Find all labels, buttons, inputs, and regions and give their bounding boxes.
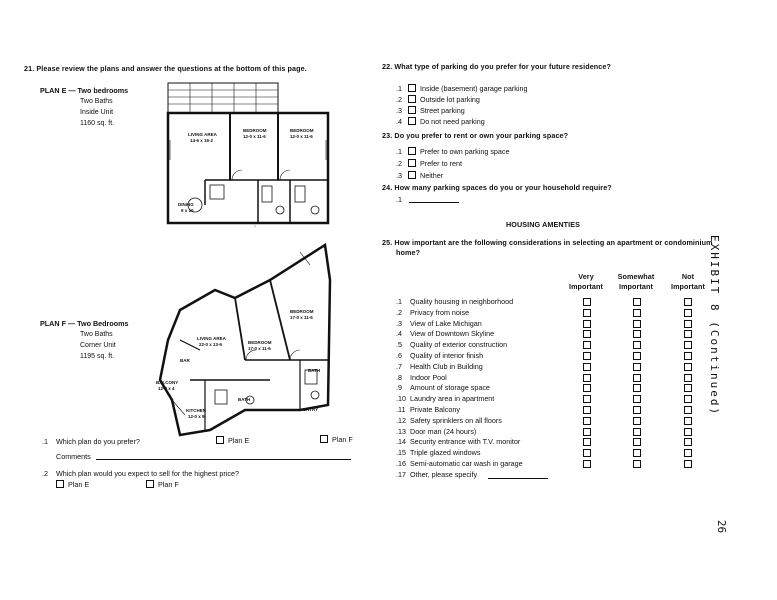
somewhat-important-checkbox[interactable] [633,330,641,338]
somewhat-important-checkbox[interactable] [633,298,641,306]
q25-number: 25. [382,238,393,247]
somewhat-important-checkbox[interactable] [633,309,641,317]
svg-text:↑: ↑ [253,224,257,230]
very-important-checkbox[interactable] [583,406,591,414]
q24-number: 24. [382,183,393,192]
checkbox[interactable] [56,480,64,488]
plan-e-baths: Two Baths [80,98,113,105]
q21-sub1-number: .1 [42,437,48,446]
somewhat-important-checkbox[interactable] [633,384,641,392]
plan-e-bedroom1-dim: 12-0 x 11-6 [243,134,266,139]
checkbox[interactable] [408,95,416,103]
q25-item-number: .13 [396,426,406,436]
plan-e-bedroom2-dim: 12-0 x 11-6 [290,134,313,139]
plan-f-kitchen-dim: 12-0 x 9 [188,414,205,419]
checkbox[interactable] [408,147,416,155]
plan-f-bedroom1-dim: 17-0 x 11-6 [290,315,313,320]
plan-e-living-dim: 14-6 x 16-2 [190,138,214,143]
very-important-checkbox[interactable] [583,320,591,328]
q25-item-label: View of Downtown Skyline [410,329,495,339]
q25-item-number: .16 [396,459,406,468]
q21-number: 21. [24,64,35,73]
q25-item-number: .12 [396,415,406,425]
q25-item-label: Safety sprinklers on all floors [410,415,502,425]
checkbox[interactable] [408,106,416,114]
plan-f-bedroom2-label: BEDROOM [248,340,272,345]
plan-f-title: PLAN F — Two Bedrooms [40,319,129,328]
q25-item-number: .10 [396,394,406,404]
q22-number: 22. [382,62,393,71]
q21-sub2-option-e[interactable]: Plan E [56,480,89,489]
very-important-checkbox[interactable] [583,363,591,371]
q25-item-label: Privacy from noise [410,307,470,317]
q25-item-number: .1 [396,297,402,306]
q23-number: 23. [382,131,393,140]
not-important-checkbox[interactable] [684,449,692,457]
not-important-checkbox[interactable] [684,309,692,317]
somewhat-important-checkbox[interactable] [633,449,641,457]
q25-item-label: Laundry area in apartment [410,394,495,404]
section-title: HOUSING AMENTIES [506,220,581,229]
q25-item-number: .17 [396,469,406,479]
q25-item-label: Semi-automatic car wash in garage [410,459,523,468]
plan-f-bedroom1-label: BEDROOM [290,309,314,314]
somewhat-important-checkbox[interactable] [633,406,641,414]
plan-f-entry-label: ENTRY [303,407,319,412]
q25-item-label: Security entrance with T.V. monitor [410,437,521,447]
q21-sub1-option-f[interactable]: Plan F [320,435,353,444]
checkbox[interactable] [408,171,416,179]
q22-option-4[interactable]: .4 Do not need parking [396,117,485,126]
not-important-checkbox[interactable] [684,428,692,436]
q21-sub2-number: .2 [42,469,48,478]
q25-item-number: .11 [396,405,406,414]
plan-e-bedroom1-label: BEDROOM [243,128,267,133]
plan-f-bedroom2-dim: 17-0 x 11-6 [248,346,271,351]
somewhat-important-checkbox[interactable] [633,428,641,436]
q25-item-number: .3 [396,318,402,328]
q25-item-label: Quality housing in neighborhood [410,297,514,306]
plan-e-title: PLAN E — Two bedrooms [40,86,129,95]
q25-item-number: .14 [396,437,406,447]
checkbox[interactable] [408,117,416,125]
q21-sub2-text: Which plan would you expect to sell for the highest price? [56,469,239,478]
q25-text: How important are the following considerations in selecting an apartment or condominium [394,238,713,247]
q23-option-2[interactable]: .2 Prefer to rent [396,159,462,168]
plan-e-description [40,85,128,129]
plan-f-living-dim: 22-0 x 13-6 [199,342,223,347]
q22-options [396,83,527,127]
q21-comments-field[interactable] [96,459,351,460]
checkbox[interactable] [216,436,224,444]
plan-f-bath2-label: BATH [308,368,321,373]
other-specify-field[interactable] [488,478,548,479]
checkbox[interactable] [408,159,416,167]
q24-answer-field[interactable] [409,202,459,203]
q25-heading [382,238,713,247]
q24-sub-number: .1 [396,195,402,204]
checkbox[interactable] [146,480,154,488]
q25-item-number: .4 [396,329,402,339]
exhibit-label: EXHIBIT 8 (Continued) [708,235,721,417]
very-important-checkbox[interactable] [583,374,591,382]
plan-f-bath1-label: BATH [238,397,251,402]
q25-item-label: Door man (24 hours) [410,426,477,436]
plan-f-description [40,318,129,362]
somewhat-important-checkbox[interactable] [633,341,641,349]
very-important-checkbox[interactable] [583,352,591,360]
q25-item-number: .2 [396,307,402,317]
not-important-checkbox[interactable] [684,406,692,414]
q24-heading [382,183,612,192]
plan-e-dining-dim: 9 x 10 [181,208,194,213]
q25-item-label: Private Balcony [410,405,460,414]
very-important-checkbox[interactable] [583,428,591,436]
somewhat-important-checkbox[interactable] [633,460,641,468]
not-important-checkbox[interactable] [684,298,692,306]
plan-e-floorplan [150,80,330,230]
checkbox[interactable] [408,84,416,92]
q21-sub1-text: Which plan do you prefer? [56,437,140,446]
q25-item-number: .5 [396,340,402,350]
somewhat-important-checkbox[interactable] [633,352,641,360]
q25-item-number: .6 [396,351,402,360]
col-not-important: Not Important [670,272,706,291]
somewhat-important-checkbox[interactable] [633,320,641,328]
q25-item-label: Health Club in Building [410,361,483,371]
plan-f-balcony-label: BALCONY [156,380,179,385]
q23-option-3[interactable]: .3 Neither [396,171,444,180]
plan-e-unit: Inside Unit [80,109,114,116]
very-important-checkbox[interactable] [583,438,591,446]
not-important-checkbox[interactable] [684,384,692,392]
somewhat-important-checkbox[interactable] [633,438,641,446]
not-important-checkbox[interactable] [684,374,692,382]
col-very-important: Very Important [568,272,604,291]
q25-item-label: Amount of storage space [410,383,490,393]
very-important-checkbox[interactable] [583,460,591,468]
q21-text: Please review the plans and answer the questions at the bottom of this page. [36,64,307,73]
somewhat-important-checkbox[interactable] [633,374,641,382]
plan-f-living-label: LIVING AREA [197,336,226,341]
q24-text: How many parking spaces do you or your household require? [394,183,612,192]
q25-item-label: View of Lake Michigan [410,318,482,328]
q25-item-label: Other, please specify [410,469,478,479]
somewhat-important-checkbox[interactable] [633,363,641,371]
checkbox[interactable] [320,435,328,443]
q22-text: What type of parking do you prefer for your future residence? [394,62,611,71]
very-important-checkbox[interactable] [583,384,591,392]
very-important-checkbox[interactable] [583,298,591,306]
q25-text-cont: home? [396,248,421,257]
q25-item-label: Triple glazed windows [410,448,481,458]
page-number: 26 [715,519,729,534]
not-important-checkbox[interactable] [684,320,692,328]
not-important-checkbox[interactable] [684,363,692,371]
q22-heading [382,62,611,71]
plan-e-dining-label: DINING [178,202,194,207]
plan-f-baths: Two Baths [80,331,113,338]
not-important-checkbox[interactable] [684,395,692,403]
q21-sub2-option-f[interactable]: Plan F [146,480,179,489]
q22-option-2[interactable]: .2 Outside lot parking [396,95,480,104]
plan-e-size: 1160 sq. ft. [80,120,115,127]
q25-item-number: .8 [396,372,402,382]
not-important-checkbox[interactable] [684,330,692,338]
somewhat-important-checkbox[interactable] [633,417,641,425]
very-important-checkbox[interactable] [583,395,591,403]
q23-option-1[interactable]: .1 Prefer to own parking space [396,147,510,156]
not-important-checkbox[interactable] [684,438,692,446]
very-important-checkbox[interactable] [583,341,591,349]
q21-sub1-option-e[interactable]: Plan E [216,436,249,445]
somewhat-important-checkbox[interactable] [633,395,641,403]
q25-item-label: Quality of exterior construction [410,340,508,350]
q21-comments-label: Comments [56,452,91,461]
q25-item-label: Quality of interior finish [410,351,484,360]
q25-item-number: .9 [396,383,402,393]
not-important-checkbox[interactable] [684,417,692,425]
plan-f-balcony-dim: 12-0 x 4 [158,386,175,391]
q25-item-number: .15 [396,448,406,458]
very-important-checkbox[interactable] [583,309,591,317]
q25-item-number: .7 [396,361,402,371]
very-important-checkbox[interactable] [583,330,591,338]
q23-text: Do you prefer to rent or own your parking space? [394,131,569,140]
plan-f-kitchen-label: KITCHEN [186,408,206,413]
q23-heading [382,131,568,140]
q21-heading [24,64,307,73]
q22-option-1[interactable]: .1 Inside (basement) garage parking [396,84,528,93]
plan-f-size: 1195 sq. ft. [80,353,115,360]
plan-f-bar-label: BAR [180,358,190,363]
q23-options [396,146,510,182]
q25-item-label: Indoor Pool [410,372,447,382]
col-somewhat-important: Somewhat Important [617,272,655,291]
not-important-checkbox[interactable] [684,460,692,468]
plan-e-bedroom2-label: BEDROOM [290,128,314,133]
q22-option-3[interactable]: .3 Street parking [396,106,465,115]
not-important-checkbox[interactable] [684,341,692,349]
very-important-checkbox[interactable] [583,417,591,425]
very-important-checkbox[interactable] [583,449,591,457]
plan-f-unit: Corner Unit [80,342,116,349]
plan-e-living-label: LIVING AREA [188,132,217,137]
not-important-checkbox[interactable] [684,352,692,360]
